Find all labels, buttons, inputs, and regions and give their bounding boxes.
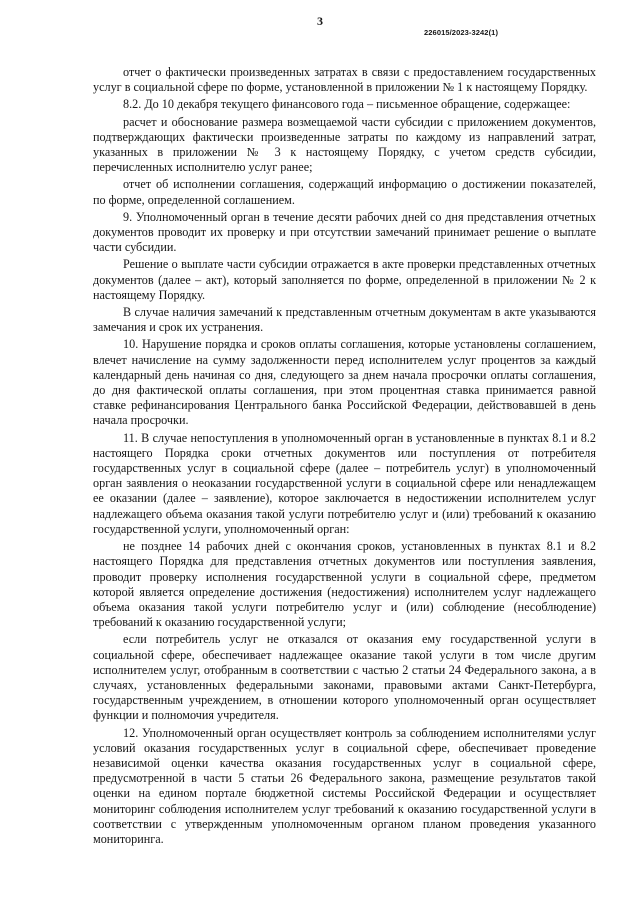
page-number: 3 [317,14,323,28]
paragraph-9: 9. Уполномоченный орган в течение десяти рабочих дней со дня представления отчетных документов проводит их проверку и при отсутствии замечаний принимает решение о выплате части субсидии. [93,209,596,255]
paragraph-report-actual-costs: отчет о фактически произведенных затратах в связи с предоставлением государственных услуг в социальной сфере по форме, установленной в приложении № 1 к настоящему Порядку. [93,65,596,95]
paragraph-11: 11. В случае непоступления в уполномоченный орган в установленные в пунктах 8.1 и 8.2 настоящего Порядка сроки отчетных документов или поступления от потребителя государственных услуг в социальной сфере (далее – потребитель услуг) в уполномоченный орган заявления о неоказании государственной услуги в социальной сфере или ненадлежащем ее оказании (далее – заявление), которое заключается в недостижении исполнителем услуг надлежащего объема оказания такой услуги потребителю услуг и (или) требований к оказанию государственной услуги, уполномоченный орган: [93,430,596,536]
document-registration-number: 226015/2023-3242(1) [424,28,499,37]
paragraph-8-2: 8.2. До 10 декабря текущего финансового года – письменное обращение, содержащее: [123,97,571,112]
paragraph-remarks: В случае наличия замечаний к представленным отчетным документам в акте указываются замечания и срок их устранения. [93,305,596,335]
paragraph-agreement-report: отчет об исполнении соглашения, содержащий информацию о достижении показателей, по форме, определенной соглашением. [93,177,596,207]
paragraph-decision-act: Решение о выплате части субсидии отражается в акте проверки представленных отчетных документов (далее – акт), который заполняется по форме, определенной в приложении № 2 к настоящему Порядку. [93,257,596,302]
paragraph-10: 10. Нарушение порядка и сроков оплаты соглашения, которые установлены соглашением, влечет начисление на сумму задолженности перед исполнителем услуг процентов за каждый календарный день начиная со дня, следующего за днем начала просрочки оплаты соглашения, до дня фактической оплаты соглашения, при этом процентная ставка принимается равной ставке рефинансирования Центрального банка Российской Федерации, действовавшей в день начала просрочки. [93,337,596,428]
paragraph-11-provision: если потребитель услуг не отказался от оказания ему государственной услуги в социальной сфере, обеспечивает надлежащее оказание такой услуги в том числе другим исполнителем услуг, отобранным в соответствии с частью 2 статьи 24 Федерального закона, а в случаях, установленных федеральными законами, правовыми актами Санкт-Петербурга, государственным учреждением, в отношении которого уполномоченный орган осуществляет функции и полномочия учредителя. [93,632,596,723]
paragraph-11-check: не позднее 14 рабочих дней с окончания сроков, установленных в пунктах 8.1 и 8.2 настоящего Порядка для представления отчетных документов или поступления заявления, проводит проверку исполнения государственной услуги в социальной сфере, предметом которой является определение достижения (недостижения) исполнителем услуг надлежащего объема оказания такой услуги потребителю услуг и (или) соблюдение (несоблюдение) требований к оказанию государственной услуги; [93,539,596,630]
paragraph-calculation: расчет и обоснование размера возмещаемой части субсидии с приложением документов, подтверждающих фактически произведенные затраты по каждому из направлений затрат, указанных в приложении № 3 к настоящему Порядку, с учетом средств субсидии, перечисленных исполнителю услуг ранее; [93,114,596,175]
document-body [93,65,596,847]
paragraph-12: 12. Уполномоченный орган осуществляет контроль за соблюдением исполнителями услуг условий оказания государственных услуг в социальной сфере, обеспечивает проведение независимой оценки качества оказания государственных услуг в социальной сфере, предусмотренной в части 5 статьи 26 Федерального закона, размещение результатов такой оценки на едином портале бюджетной системы Российской Федерации и осуществляет мониторинг соблюдения исполнителем услуг требований к оказанию государственной услуги в соответствии с утвержденным уполномоченным органом планом проведения указанного мониторинга. [93,725,596,846]
